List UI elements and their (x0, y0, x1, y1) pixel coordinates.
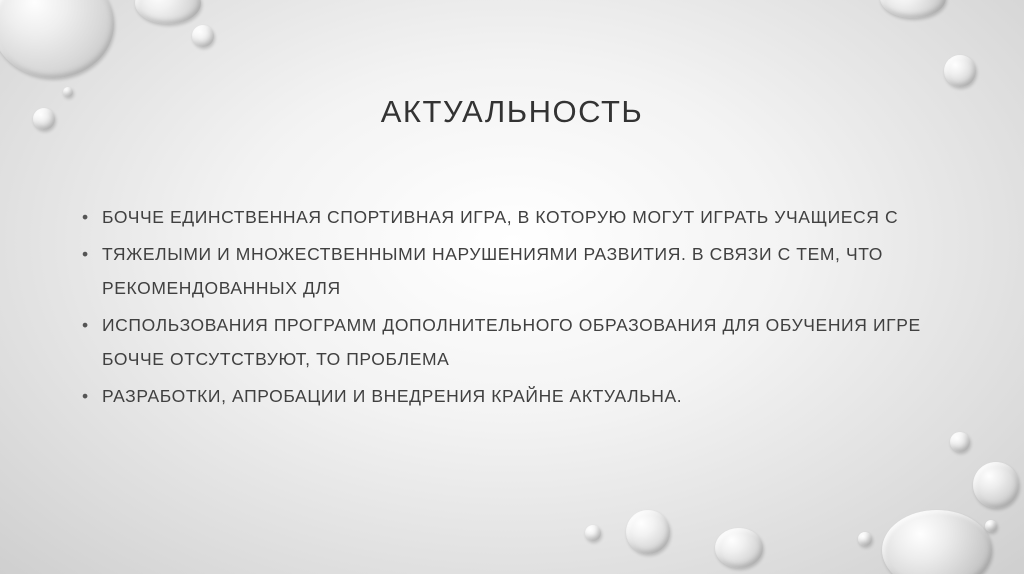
water-drop-icon (585, 525, 601, 541)
water-drop-icon (192, 25, 214, 47)
water-drop-icon (944, 55, 976, 87)
water-drop-icon (626, 510, 670, 554)
bullet-item: • БОЧЧЕ ЕДИНСТВЕННАЯ СПОРТИВНАЯ ИГРА, В КОТОРУЮ МОГУТ ИГРАТЬ УЧАЩИЕСЯ С (82, 200, 942, 234)
bullet-list (82, 200, 942, 416)
slide-title: АКТУАЛЬНОСТЬ (380, 94, 644, 129)
water-drop-icon (973, 462, 1019, 508)
water-drop-icon (882, 510, 992, 574)
bullet-item: • ИСПОЛЬЗОВАНИЯ ПРОГРАММ ДОПОЛНИТЕЛЬНОГО ОБРАЗОВАНИЯ ДЛЯ ОБУЧЕНИЯ ИГРЕ БОЧЧЕ ОТСУТСТВУЮТ, ТО ПРОБЛЕМА (82, 308, 942, 376)
water-drop-icon (135, 0, 201, 24)
water-drop-icon (0, 0, 114, 78)
water-drop-icon (950, 432, 970, 452)
water-drop-icon (880, 0, 946, 18)
water-drop-icon (858, 532, 872, 546)
water-drop-icon (715, 528, 763, 568)
bullet-item: • РАЗРАБОТКИ, АПРОБАЦИИ И ВНЕДРЕНИЯ КРАЙНЕ АКТУАЛЬНА. (82, 379, 942, 413)
bullet-item: • ТЯЖЕЛЫМИ И МНОЖЕСТВЕННЫМИ НАРУШЕНИЯМИ РАЗВИТИЯ. В СВЯЗИ С ТЕМ, ЧТО РЕКОМЕНДОВАННЫХ ДЛЯ (82, 237, 942, 305)
water-drop-icon (985, 520, 997, 532)
